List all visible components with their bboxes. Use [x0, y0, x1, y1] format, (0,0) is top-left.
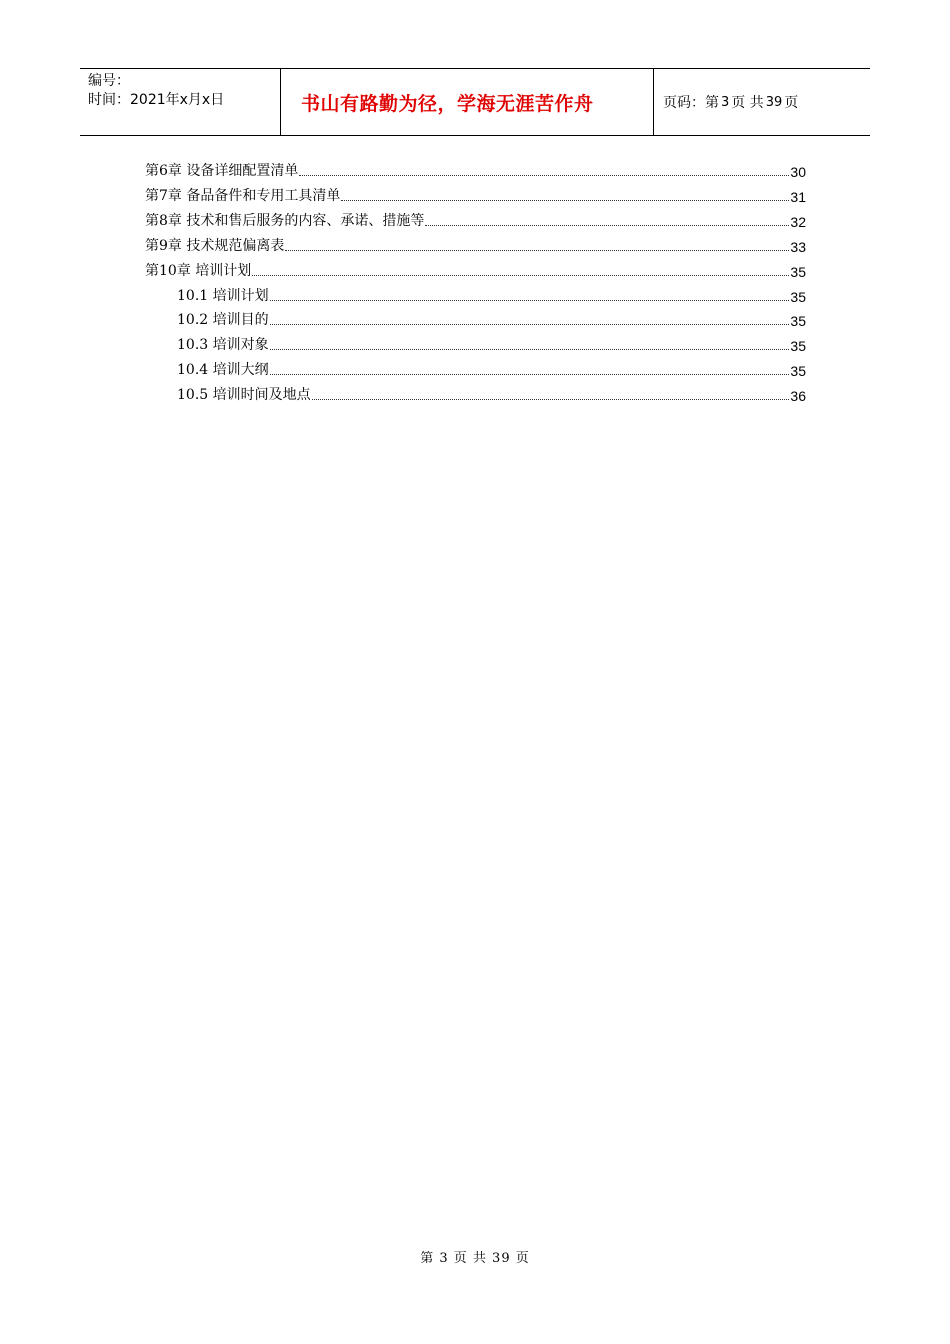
page-current: 3 [721, 94, 730, 110]
toc-leader-dots [270, 323, 790, 325]
toc-entry[interactable] [145, 210, 806, 230]
page-total: 39 [765, 94, 783, 110]
toc-entry[interactable] [177, 334, 806, 354]
toc-entry-title: 10.1 培训计划 [177, 287, 269, 304]
toc-entry[interactable] [177, 285, 806, 305]
toc-leader-dots [425, 224, 789, 226]
page-header [80, 68, 870, 136]
toc-entry-title: 10.3 培训对象 [177, 337, 269, 354]
toc-entry[interactable] [177, 309, 806, 329]
toc-entry-page: 35 [790, 363, 806, 380]
toc-entry[interactable] [177, 359, 806, 379]
page-suffix: 页 [784, 95, 799, 111]
document-number-label: 编号： [88, 73, 130, 89]
toc-entry-title: 第10章 培训计划 [145, 262, 252, 279]
page-prefix: 页码：第 [663, 95, 719, 111]
toc-leader-dots [312, 398, 790, 400]
toc-entry-title: 10.4 培训大纲 [177, 362, 269, 379]
header-motto [281, 69, 654, 135]
toc-entry-page: 36 [790, 388, 806, 405]
header-meta [80, 69, 281, 135]
toc-entry-title: 第7章 备品备件和专用工具清单 [145, 187, 341, 204]
toc-leader-dots [270, 299, 790, 301]
toc-entry-page: 33 [790, 238, 806, 255]
toc-leader-dots [341, 199, 789, 201]
header-page-info [654, 69, 870, 135]
toc-entry-title: 第8章 技术和售后服务的内容、承诺、措施等 [145, 212, 425, 229]
toc-entry-page: 35 [790, 338, 806, 355]
toc-entry-page: 35 [790, 263, 806, 280]
toc-entry-page: 30 [790, 164, 806, 180]
toc-entry-title: 10.5 培训时间及地点 [177, 387, 311, 404]
toc-entry-title: 10.2 培训目的 [177, 312, 269, 329]
document-time-label: 时间：2021年x月x日 [88, 92, 225, 108]
toc-entry-page: 31 [790, 188, 806, 205]
toc-leader-dots [252, 274, 789, 276]
toc-leader-dots [270, 348, 790, 350]
toc-entry[interactable] [145, 235, 806, 255]
toc-entry-title: 第9章 技术规范偏离表 [145, 237, 285, 254]
toc-entry[interactable] [145, 185, 806, 205]
page-mid: 页 共 [731, 95, 764, 111]
motto-text: 书山有路勤为径，学海无涯苦作舟 [301, 92, 594, 115]
toc-entry-page: 35 [790, 288, 806, 305]
toc-leader-dots [285, 249, 789, 251]
toc-leader-dots [270, 373, 790, 375]
toc-entry-page: 32 [790, 213, 806, 230]
toc-entry[interactable] [145, 260, 806, 280]
toc-entry-title: 第6章 设备详细配置清单 [145, 163, 299, 179]
page-footer: 第 3 页 共 39 页 [420, 1251, 530, 1266]
toc-entry[interactable] [177, 384, 806, 404]
toc-leader-dots [299, 174, 789, 176]
toc-entry[interactable] [145, 160, 806, 180]
toc-entry-page: 35 [790, 313, 806, 330]
